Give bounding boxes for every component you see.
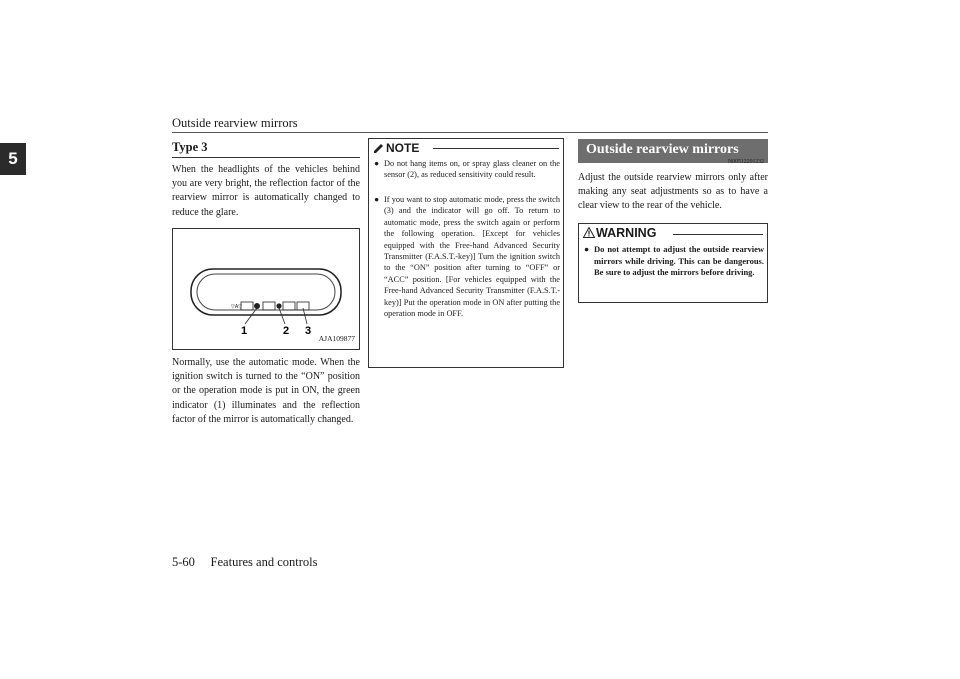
page-header-title: Outside rearview mirrors [172,116,298,130]
page-footer [172,555,317,570]
note-box [368,138,564,368]
rearview-mirror-illustration [173,229,359,349]
note-item-text: If you want to stop automatic mode, press the switch (3) and the indicator will go off. To return to automatic mode, press the switch again or perform the following operation. [Except for vehicles equipped with the Free-hand Advanced Security Transmitter (F.A.S.T.-key)] Turn the ignition switch to the “ON” position after turning to “OFF” or “ACC” position. [For vehicles equipped with the Free-hand Advanced Security Transmitter (F.A.S.T.-key)] Put the operation mode in ON after putting the operation mode in OFF. [384,195,560,319]
reference-code: N00512201232 [728,159,765,165]
warning-rule [673,234,763,235]
footer-section: Features and controls [210,555,318,569]
type3-intro: When the headlights of the vehicles behind you are very bright, the reflection factor of the rearview mirror is automatically changed to reduce the glare. [172,164,360,218]
outside-mirrors-heading-text: Outside rearview mirrors [586,142,739,157]
note-icon [373,142,384,153]
mirror-figure [172,228,360,350]
note-item-text: Do not hang items on, or spray glass cleaner on the sensor (2), as reduced sensitivity could result. [384,159,560,180]
header-rule [172,132,768,133]
type3-heading [172,138,360,158]
warning-item [584,244,764,279]
type3-heading-text: Type 3 [172,140,208,154]
warning-box [578,223,768,303]
outside-mirrors-body: Adjust the outside rearview mirrors only after making any seat adjustments so as to have a clear view to the rear of the vehicle. [578,172,768,212]
sensor-icon [276,303,281,308]
chapter-tab: 5 [0,143,26,175]
callout-2: 2 [283,325,290,337]
bullet-icon: ● [374,195,380,204]
figure-code: AJA109877 [318,334,355,343]
svg-text:▽A▽: ▽A▽ [231,304,243,310]
callout-3: 3 [305,325,312,337]
warning-text: Do not attempt to adjust the outside rearview mirrors while driving. This can be dangerous. Be sure to adjust the mirrors before driving. [594,244,764,278]
note-label: NOTE [386,141,420,155]
note-rule [433,148,559,149]
warning-triangle-icon [583,227,595,238]
note-item [374,158,560,181]
note-header [369,139,563,156]
note-item [374,194,560,319]
page-number: 5-60 [172,555,195,569]
type3-body: Normally, use the automatic mode. When the ignition switch is turned to the “ON” position or the operation mode is put in ON, the green indicator (1) illuminates and the reflection factor of the mirror is automatically changed. [172,357,360,425]
warning-label: WARNING [596,226,657,240]
bullet-icon: ● [584,244,590,254]
bullet-icon: ● [374,159,380,168]
warning-header [579,224,767,242]
callout-1: 1 [241,325,248,337]
